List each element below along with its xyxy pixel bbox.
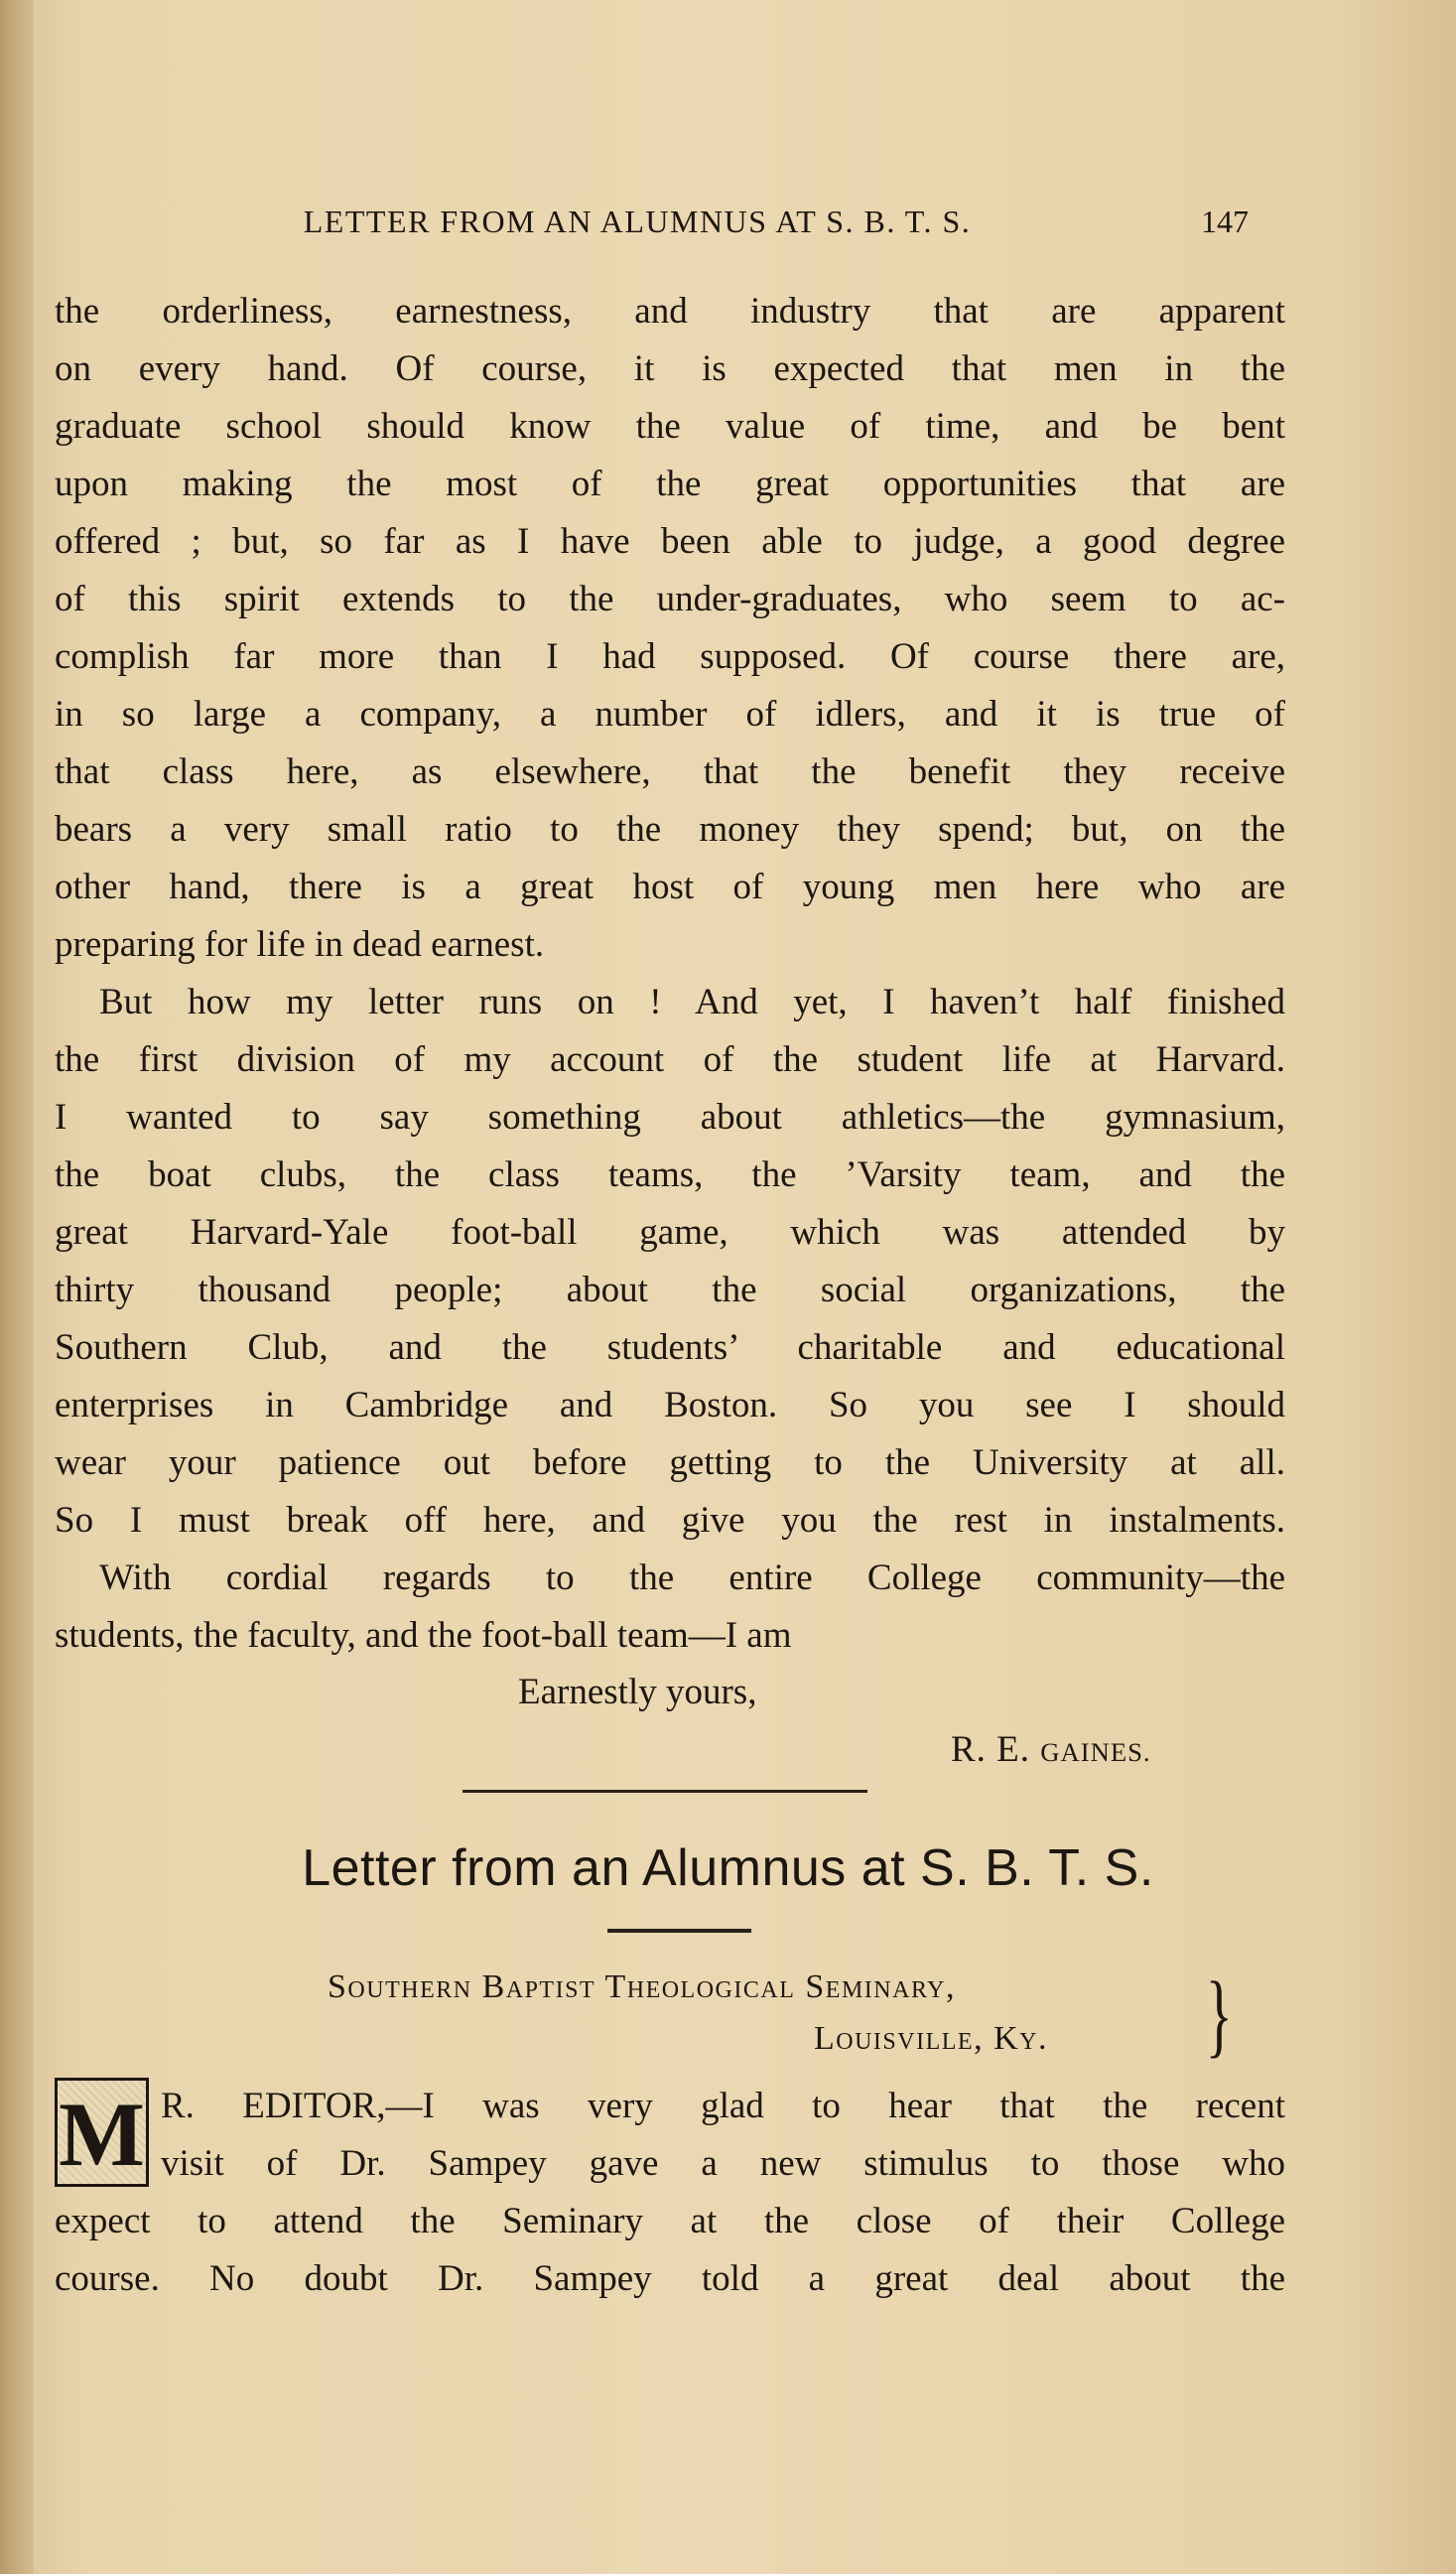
body-line: the first division of my account of the student life at Harvard. (55, 1039, 1285, 1080)
body-line: With cordial regards to the entire College community—the (99, 1558, 1285, 1598)
body-line: complish far more than I had supposed. Of course there are, (55, 636, 1285, 677)
body-line: expect to attend the Seminary at the close of their College (55, 2201, 1285, 2241)
body-line: great Harvard-Yale foot-ball game, which was attended by (55, 1212, 1285, 1253)
signature (951, 1728, 1151, 1771)
body-line: other hand, there is a great host of young men here who are (55, 867, 1285, 907)
body-line: wear your patience out before getting to the University at all. (55, 1442, 1285, 1483)
body-line: But how my letter runs on ! And yet, I haven’t half finished (99, 982, 1285, 1022)
signature-initials: R. E. (951, 1729, 1031, 1770)
body-line: offered ; but, so far as I have been able to judge, a good degree (55, 521, 1285, 562)
section-divider (463, 1790, 867, 1793)
body-line: Southern Club, and the students’ charitable and educational (55, 1327, 1285, 1368)
page-gutter (0, 0, 34, 2574)
body-line: students, the faculty, and the foot-ball team—I am (55, 1615, 792, 1656)
article-opening (55, 2078, 1285, 2308)
dateline-line-2: Louisville, Ky. (814, 2020, 1048, 2057)
dateline-brace: } (1205, 1964, 1233, 2067)
body-line: on every hand. Of course, it is expected that men in the (55, 348, 1285, 389)
body-line: upon making the most of the great opportunities that are (55, 464, 1285, 504)
page-number: 147 (1201, 203, 1249, 239)
body-line: I wanted to say something about athletics—the gymnasium, (55, 1097, 1285, 1138)
body-line: graduate school should know the value of time, and be bent (55, 406, 1285, 447)
dateline-institution (328, 1968, 956, 2006)
title-rule (607, 1929, 751, 1933)
body-line: preparing for life in dead earnest. (55, 924, 545, 965)
article-title: Letter from an Alumnus at S. B. T. S. (302, 1839, 1154, 1897)
dateline-location (814, 2020, 1048, 2058)
drop-cap-letter: M (58, 2081, 146, 2184)
body-line: visit of Dr. Sampey gave a new stimulus to those who (161, 2143, 1285, 2184)
body-line: enterprises in Cambridge and Boston. So you see I should (55, 1385, 1285, 1425)
closing-salutation: Earnestly yours, (518, 1672, 757, 1712)
body-line: that class here, as elsewhere, that the benefit they receive (55, 751, 1285, 792)
body-line: the boat clubs, the class teams, the ’Varsity team, and the (55, 1154, 1285, 1195)
body-line: the orderliness, earnestness, and industry that are apparent (55, 291, 1285, 332)
page-header (0, 203, 1456, 253)
body-line: in so large a company, a number of idlers, and it is true of (55, 694, 1285, 735)
running-head: LETTER FROM AN ALUMNUS AT S. B. T. S. (303, 203, 972, 239)
body-line: bears a very small ratio to the money they spend; but, on the (55, 809, 1285, 850)
body-line: So I must break off here, and give you the rest in instalments. (55, 1500, 1285, 1541)
body-line: course. No doubt Dr. Sampey told a great deal about the (55, 2258, 1285, 2299)
signature-name: GAINES. (1040, 1737, 1151, 1767)
body-line: of this spirit extends to the under-graduates, who seem to ac- (55, 579, 1285, 619)
letter-body (55, 283, 1285, 1665)
body-line: R. EDITOR,—I was very glad to hear that the recent (161, 2086, 1285, 2126)
dateline-line-1: Southern Baptist Theological Seminary, (328, 1968, 956, 2005)
body-line: thirty thousand people; about the social organizations, the (55, 1270, 1285, 1310)
